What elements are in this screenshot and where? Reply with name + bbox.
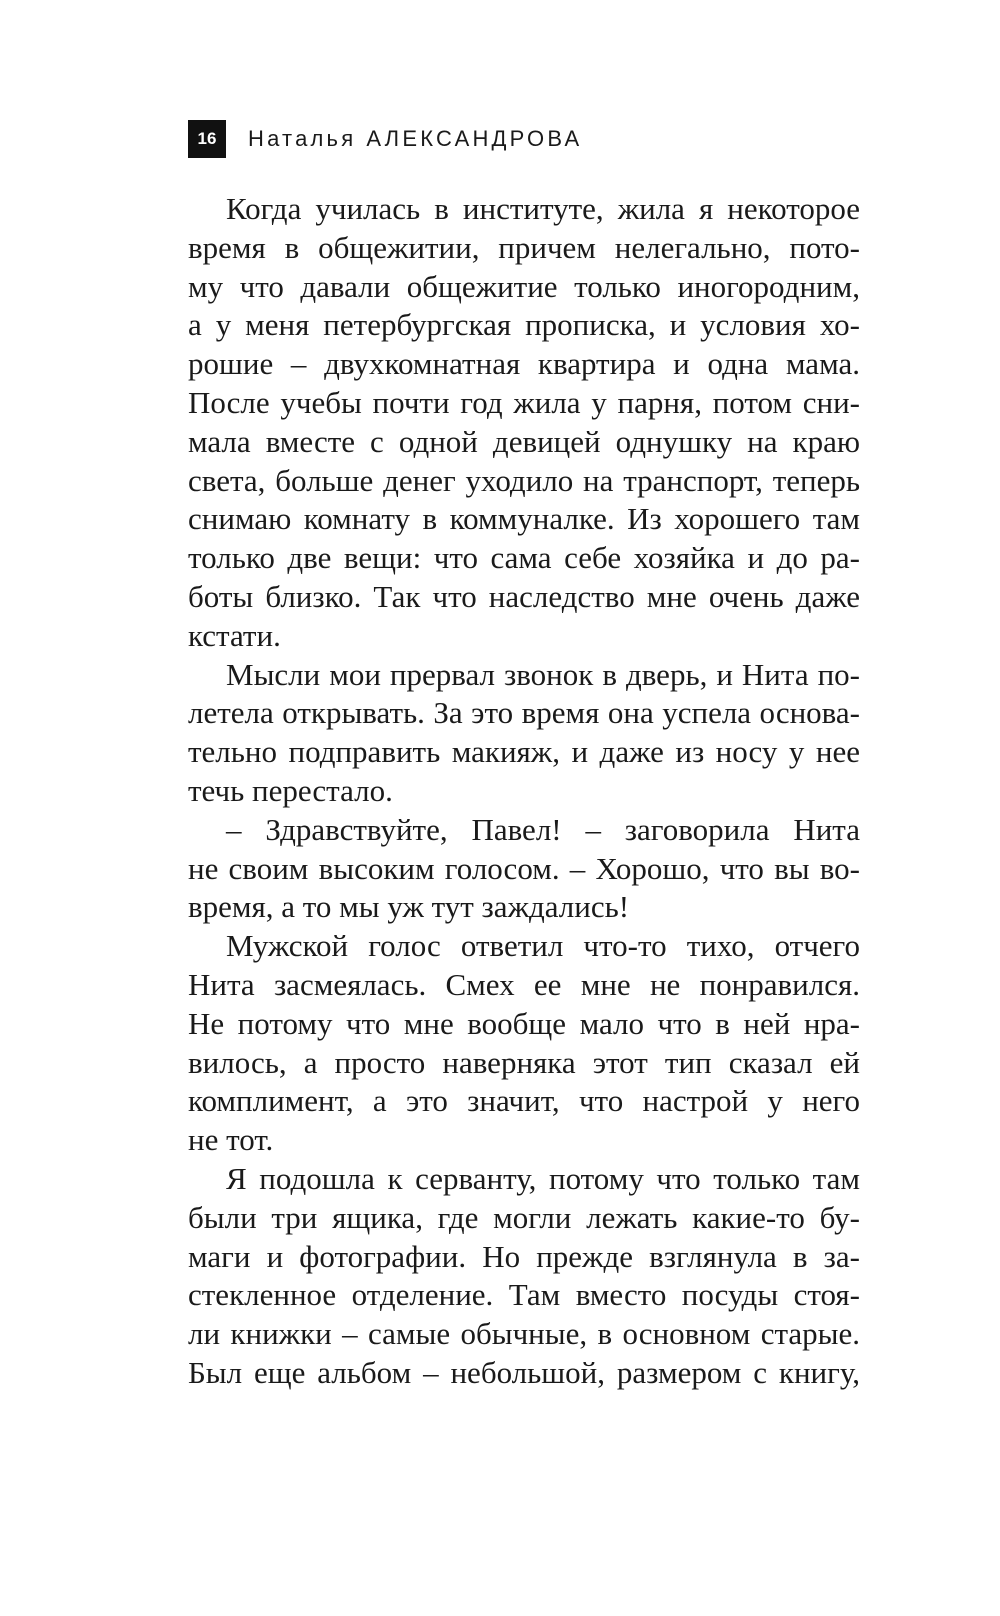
text-line: После учебы почти год жила у парня, потом сни-: [188, 384, 860, 420]
text-line: Не потому что мне вообще мало что в ней нра-: [188, 1005, 860, 1041]
text-line: а у меня петербургская прописка, и условия хо-: [188, 307, 860, 343]
text-line: Мысли мои прервал звонок в дверь, и Нита по-: [226, 656, 860, 692]
text-line: ли книжки – самые обычные, в основном старые.: [188, 1316, 860, 1352]
text-line: – Здравствуйте, Павел! – заговорила Нита: [226, 811, 860, 847]
text-line: Был еще альбом – небольшой, размером с книгу,: [188, 1354, 860, 1390]
author-first-name: Наталья: [248, 126, 357, 151]
text-line: только две вещи: что сама себе хозяйка и до ра-: [188, 540, 860, 576]
text-line: тельно подправить макияж, и даже из носу у нее: [188, 734, 860, 770]
running-head-author: [248, 126, 582, 152]
running-header: [188, 120, 582, 158]
text-line: му что давали общежитие только иногородним,: [188, 268, 860, 304]
text-line: Мужской голос ответил что-то тихо, отчего: [226, 928, 860, 964]
text-line: летела открывать. За это время она успела основа-: [188, 695, 860, 731]
text-line: маги и фотографии. Но прежде взглянула в за-: [188, 1238, 860, 1274]
text-line: снимаю комнату в коммуналке. Из хорошего там: [188, 501, 860, 537]
text-line: Когда училась в институте, жила я некоторое: [226, 191, 860, 226]
text-line: Я подошла к серванту, потому что только там: [226, 1160, 860, 1196]
text-line: время, а то мы уж тут заждались!: [188, 889, 630, 925]
text-line: боты близко. Так что наследство мне очень даже: [188, 578, 860, 614]
text-line: мала вместе с одной девицей однушку на краю: [188, 423, 860, 459]
body-text: [188, 190, 860, 1393]
text-line: были три ящика, где могли лежать какие-то бу-: [188, 1199, 860, 1235]
page-number: 16: [188, 120, 226, 158]
text-line: не тот.: [188, 1122, 274, 1158]
text-line: рошие – двухкомнатная квартира и одна мама.: [188, 346, 860, 382]
text-line: Нита засмеялась. Смех ее мне не понравился.: [188, 966, 860, 1002]
text-line: стекленное отделение. Там вместо посуды стоя-: [188, 1277, 860, 1313]
text-line: кстати.: [188, 617, 281, 653]
text-line: вилось, а просто наверняка этот тип сказал ей: [188, 1044, 860, 1080]
text-line: время в общежитии, причем нелегально, пото-: [188, 229, 860, 265]
author-last-name: АЛЕКСАНДРОВА: [366, 126, 583, 151]
text-line: света, больше денег уходило на транспорт, теперь: [188, 462, 860, 498]
text-line: не своим высоким голосом. – Хорошо, что вы во-: [188, 850, 860, 886]
text-line: комплимент, а это значит, что настрой у него: [188, 1083, 860, 1119]
text-line: течь перестало.: [188, 772, 393, 808]
